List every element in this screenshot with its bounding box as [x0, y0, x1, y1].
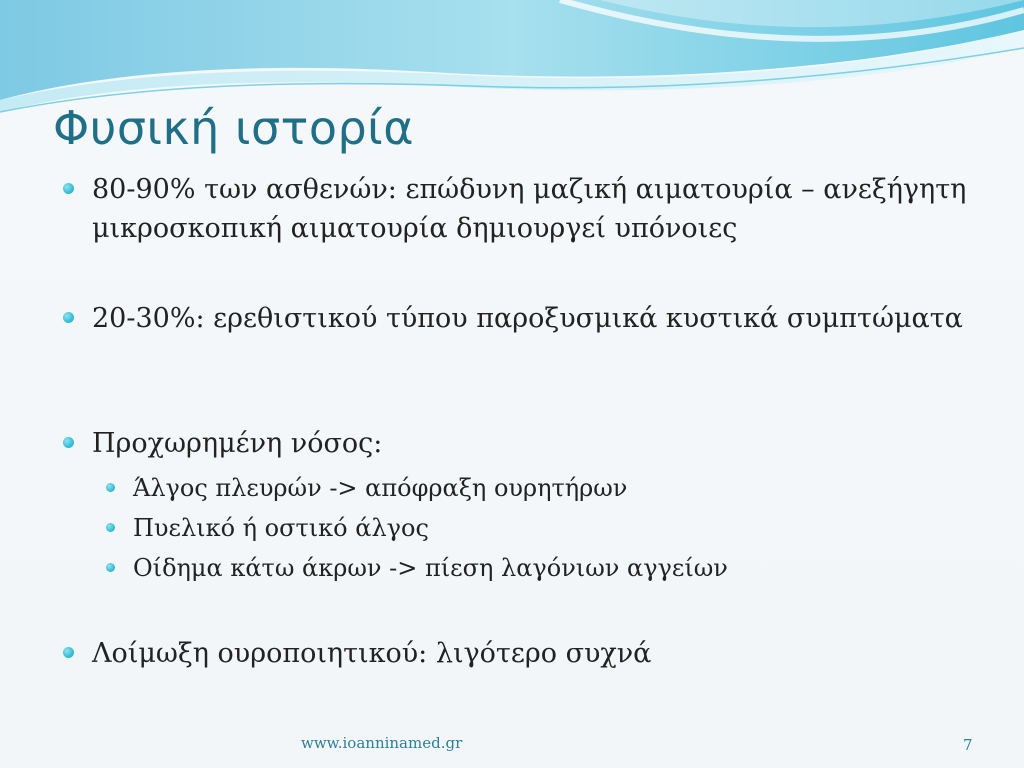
- sub-bullet-icon: [106, 563, 115, 572]
- bullet-icon: [63, 183, 74, 194]
- bullet-text: Λοίμωξη ουροποιητικού: λιγότερο συχνά: [92, 638, 652, 669]
- sub-bullet-text: Πυελικό ή οστικό άλγος: [133, 514, 429, 542]
- bullet-text: 80-90% των ασθενών: επώδυνη μαζική αιματουρία – ανεξήγητη μικροσκοπική αιματουρία δημιουργεί υπόνοιες: [92, 174, 967, 244]
- bullet-icon: [63, 437, 74, 448]
- sub-bullet-text: Άλγος πλευρών -> απόφραξη ουρητήρων: [133, 474, 628, 502]
- bullet-icon: [63, 312, 74, 323]
- sub-bullet-icon: [106, 483, 115, 492]
- page-number: 7: [963, 736, 973, 754]
- bullet-text: Προχωρημένη νόσος:: [92, 428, 383, 459]
- sub-bullet-icon: [106, 523, 115, 532]
- sub-bullet-text: Οίδημα κάτω άκρων -> πίεση λαγόνιων αγγείων: [133, 554, 728, 582]
- slide-title: Φυσική ιστορία: [53, 101, 415, 155]
- bullet-icon: [63, 647, 74, 658]
- footer-url: www.ioanninamed.gr: [301, 734, 463, 752]
- bullet-text: 20-30%: ερεθιστικού τύπου παροξυσμικά κυστικά συμπτώματα: [92, 303, 963, 334]
